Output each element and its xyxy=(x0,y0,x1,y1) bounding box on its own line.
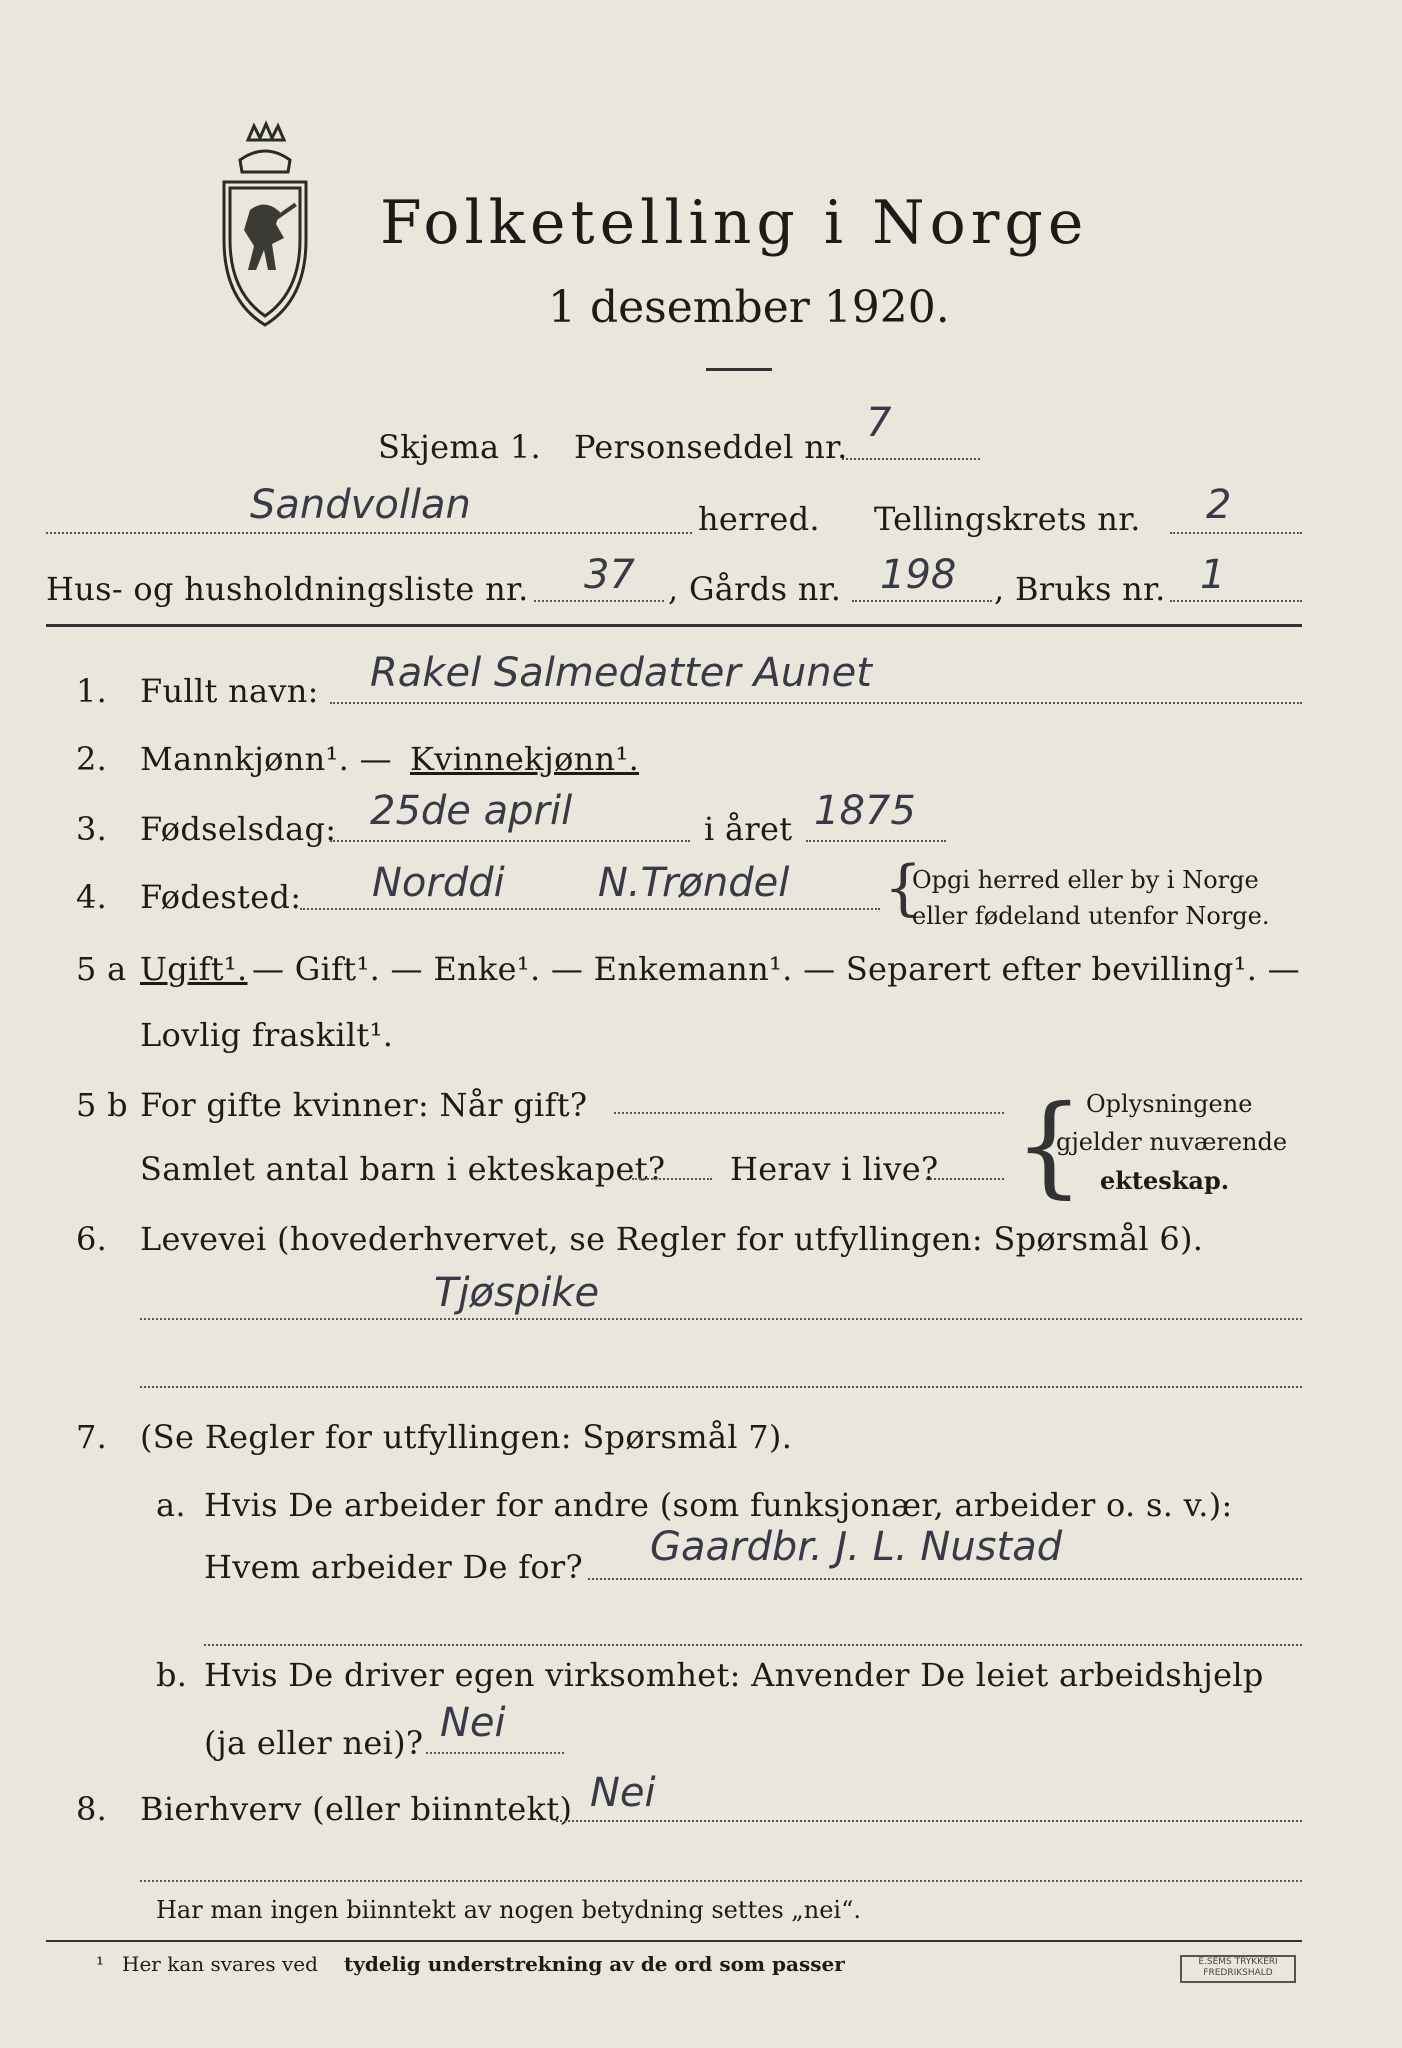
footer-separator xyxy=(46,1940,1302,1942)
title-divider xyxy=(706,368,772,371)
q5b-note-line-3: ekteskap. xyxy=(1100,1166,1230,1195)
q5a-other-statuses[interactable]: — Gift¹. — Enke¹. — Enkemann¹. — Separert efter bevilling¹. — xyxy=(252,950,1300,988)
q3-field-line xyxy=(330,840,690,842)
tellingskrets-label: Tellingskrets nr. xyxy=(874,500,1141,538)
q5b-children-label: Samlet antal barn i ekteskapet? xyxy=(140,1150,666,1188)
q7b-field-line xyxy=(426,1752,564,1754)
q6-occupation-value[interactable]: Tjøspike xyxy=(434,1270,600,1316)
q4-birthplace-value-1[interactable]: Norddi xyxy=(372,860,505,906)
gards-value[interactable]: 198 xyxy=(880,552,957,598)
header-separator xyxy=(46,624,1302,627)
footer-note: Har man ingen biinntekt av nogen betydning settes „nei“. xyxy=(156,1896,861,1924)
q4-field-line xyxy=(300,908,880,910)
personseddel-value[interactable]: 7 xyxy=(866,400,892,446)
herred-label: herred. xyxy=(698,500,820,538)
q8-field-line-2 xyxy=(140,1880,1302,1882)
q4-note-line-1: Opgi herred eller by i Norge xyxy=(912,866,1259,894)
q6-field-line-2 xyxy=(140,1386,1302,1388)
q7b-hired-help-value[interactable]: Nei xyxy=(440,1700,506,1746)
coat-of-arms-icon xyxy=(210,120,320,330)
tellingskrets-field-line xyxy=(1170,532,1302,534)
q1-label: Fullt navn: xyxy=(140,672,319,710)
q4-note-brace: { xyxy=(884,853,923,923)
q5b-married-when-field-line xyxy=(614,1112,1004,1114)
q5b-number: 5 b xyxy=(76,1086,128,1124)
q7a-line-2: Hvem arbeider De for? xyxy=(204,1548,583,1586)
q4-number: 4. xyxy=(76,878,108,916)
footnote-mark: ¹ xyxy=(96,1952,105,1976)
q1-field-line xyxy=(330,702,1302,704)
q5b-alive-field-line xyxy=(926,1178,1004,1180)
q3-year-value[interactable]: 1875 xyxy=(814,788,916,834)
q7a-employer-value[interactable]: Gaardbr. J. L. Nustad xyxy=(650,1524,1063,1570)
q5a-number: 5 a xyxy=(76,950,127,988)
q4-note-line-2: eller fødeland utenfor Norge. xyxy=(912,902,1270,930)
bruks-field-line xyxy=(1170,600,1302,602)
tellingskrets-value[interactable]: 2 xyxy=(1206,482,1232,528)
q5a-ugift-selected[interactable]: Ugift¹. xyxy=(140,950,248,988)
q1-full-name-value[interactable]: Rakel Salmedatter Aunet xyxy=(370,650,872,696)
q4-birthplace-value-2[interactable]: N.Trøndel xyxy=(598,860,790,906)
gards-label: , Gårds nr. xyxy=(668,570,842,608)
q3-year-label: i året xyxy=(704,810,793,848)
q8-field-line xyxy=(556,1820,1302,1822)
bruks-label: , Bruks nr. xyxy=(994,570,1166,608)
form-title: Folketelling i Norge xyxy=(380,188,1089,258)
q5b-note-brace: { xyxy=(1014,1081,1084,1209)
q7a-field-line-2 xyxy=(204,1644,1302,1646)
form-date: 1 desember 1920. xyxy=(548,282,950,333)
q6-field-line-1 xyxy=(140,1318,1302,1320)
q2-kvinnekjonn-selected[interactable]: Kvinnekjønn¹. xyxy=(410,740,640,778)
q7b-letter: b. xyxy=(156,1656,188,1694)
q7-label: (Se Regler for utfyllingen: Spørsmål 7). xyxy=(140,1418,793,1456)
footnote-text-b: tydelig understrekning av de ord som passer xyxy=(344,1952,845,1976)
q5a-lovlig-fraskilt[interactable]: Lovlig fraskilt¹. xyxy=(140,1016,394,1054)
q5b-alive-label: Herav i live? xyxy=(730,1150,939,1188)
q3-birthday-value[interactable]: 25de april xyxy=(370,788,573,834)
personseddel-field-line xyxy=(842,458,980,460)
q3-year-field-line xyxy=(806,840,946,842)
q5b-note-line-1: Oplysningene xyxy=(1086,1090,1253,1118)
q7b-line-1: Hvis De driver egen virksomhet: Anvender De leiet arbeidshjelp xyxy=(204,1656,1264,1694)
printer-stamp: E.SEMS TRYKKERI FREDRIKSHALD xyxy=(1180,1955,1296,1983)
q7a-line-1: Hvis De arbeider for andre (som funksjonær, arbeider o. s. v.): xyxy=(204,1486,1233,1524)
q3-label: Fødselsdag: xyxy=(140,810,337,848)
hus-label: Hus- og husholdningsliste nr. xyxy=(46,570,529,608)
q7a-letter: a. xyxy=(156,1486,186,1524)
q4-label: Fødested: xyxy=(140,878,302,916)
bruks-value[interactable]: 1 xyxy=(1200,552,1226,598)
q7-number: 7. xyxy=(76,1418,108,1456)
q8-number: 8. xyxy=(76,1790,108,1828)
q6-label: Levevei (hovederhvervet, se Regler for utfyllingen: Spørsmål 6). xyxy=(140,1220,1204,1258)
q6-number: 6. xyxy=(76,1220,108,1258)
footnote-text-a: Her kan svares ved xyxy=(122,1952,318,1976)
herred-field-line xyxy=(46,532,692,534)
herred-value[interactable]: Sandvollan xyxy=(250,482,471,528)
q7a-field-line xyxy=(588,1578,1302,1580)
q8-label: Bierhverv (eller biinntekt) xyxy=(140,1790,573,1828)
schema-label: Skjema 1. xyxy=(378,428,541,466)
q1-number: 1. xyxy=(76,672,108,710)
q5b-married-when-label: For gifte kvinner: Når gift? xyxy=(140,1086,588,1124)
hus-value[interactable]: 37 xyxy=(584,552,635,598)
q5b-children-field-line xyxy=(632,1178,712,1180)
q7b-line-2: (ja eller nei)? xyxy=(204,1724,424,1762)
q2-number: 2. xyxy=(76,740,108,778)
hus-field-line xyxy=(534,600,664,602)
q3-number: 3. xyxy=(76,810,108,848)
personseddel-label: Personseddel nr. xyxy=(574,428,848,466)
gards-field-line xyxy=(852,600,992,602)
q2-mannkjonn[interactable]: Mannkjønn¹. — xyxy=(140,740,392,778)
q5b-note-line-2: gjelder nuværende xyxy=(1056,1128,1288,1156)
q8-side-income-value[interactable]: Nei xyxy=(590,1770,656,1816)
